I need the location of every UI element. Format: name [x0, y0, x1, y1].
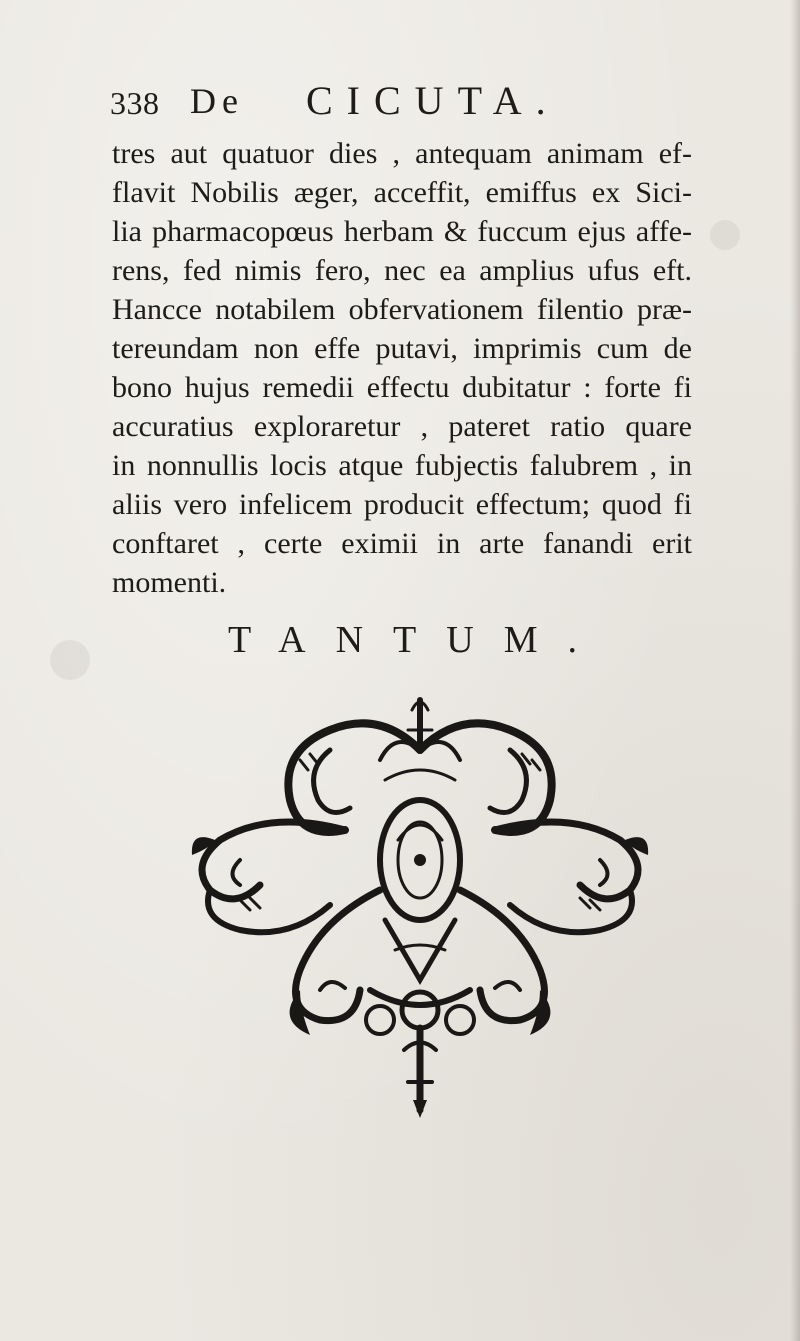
text-line: in nonnullis locis atque fubjectis falubrem , in: [112, 449, 692, 482]
body-text: [112, 134, 692, 602]
text-line: tres aut quatuor dies , antequam animam ef-: [112, 137, 692, 170]
text-line: accuratius exploraretur , pateret ratio quare: [112, 410, 692, 443]
text-line: lia pharmacopœus herbam & fuccum ejus affe-: [112, 215, 692, 248]
header-prefix: De: [190, 81, 244, 121]
text-line: tereundam non effe putavi, imprimis cum de: [112, 332, 692, 365]
page-number: 338: [110, 85, 160, 121]
header-title: CICUTA.: [306, 78, 560, 123]
running-head: [110, 76, 670, 126]
page-edge-shadow: [790, 0, 800, 1341]
text-line: rens, fed nimis fero, nec ea amplius ufus eft.: [112, 254, 692, 287]
text-line: bono hujus remedii effectu dubitatur : forte fi: [112, 371, 692, 404]
paper-stain: [710, 220, 740, 250]
scrollwork-tailpiece-icon: [180, 690, 660, 1120]
finis-word: TANTUM.: [228, 619, 607, 661]
text-line: conftaret , certe eximii in arte fanandi erit: [112, 527, 692, 560]
text-line: aliis vero infelicem producit effectum; quod fi: [112, 488, 692, 521]
text-line: Hancce notabilem obfervationem filentio præ-: [112, 293, 692, 326]
paper-stain: [50, 640, 90, 680]
text-line: flavit Nobilis æger, acceffit, emiffus ex Sici-: [112, 176, 692, 209]
text-line: momenti.: [112, 566, 227, 599]
